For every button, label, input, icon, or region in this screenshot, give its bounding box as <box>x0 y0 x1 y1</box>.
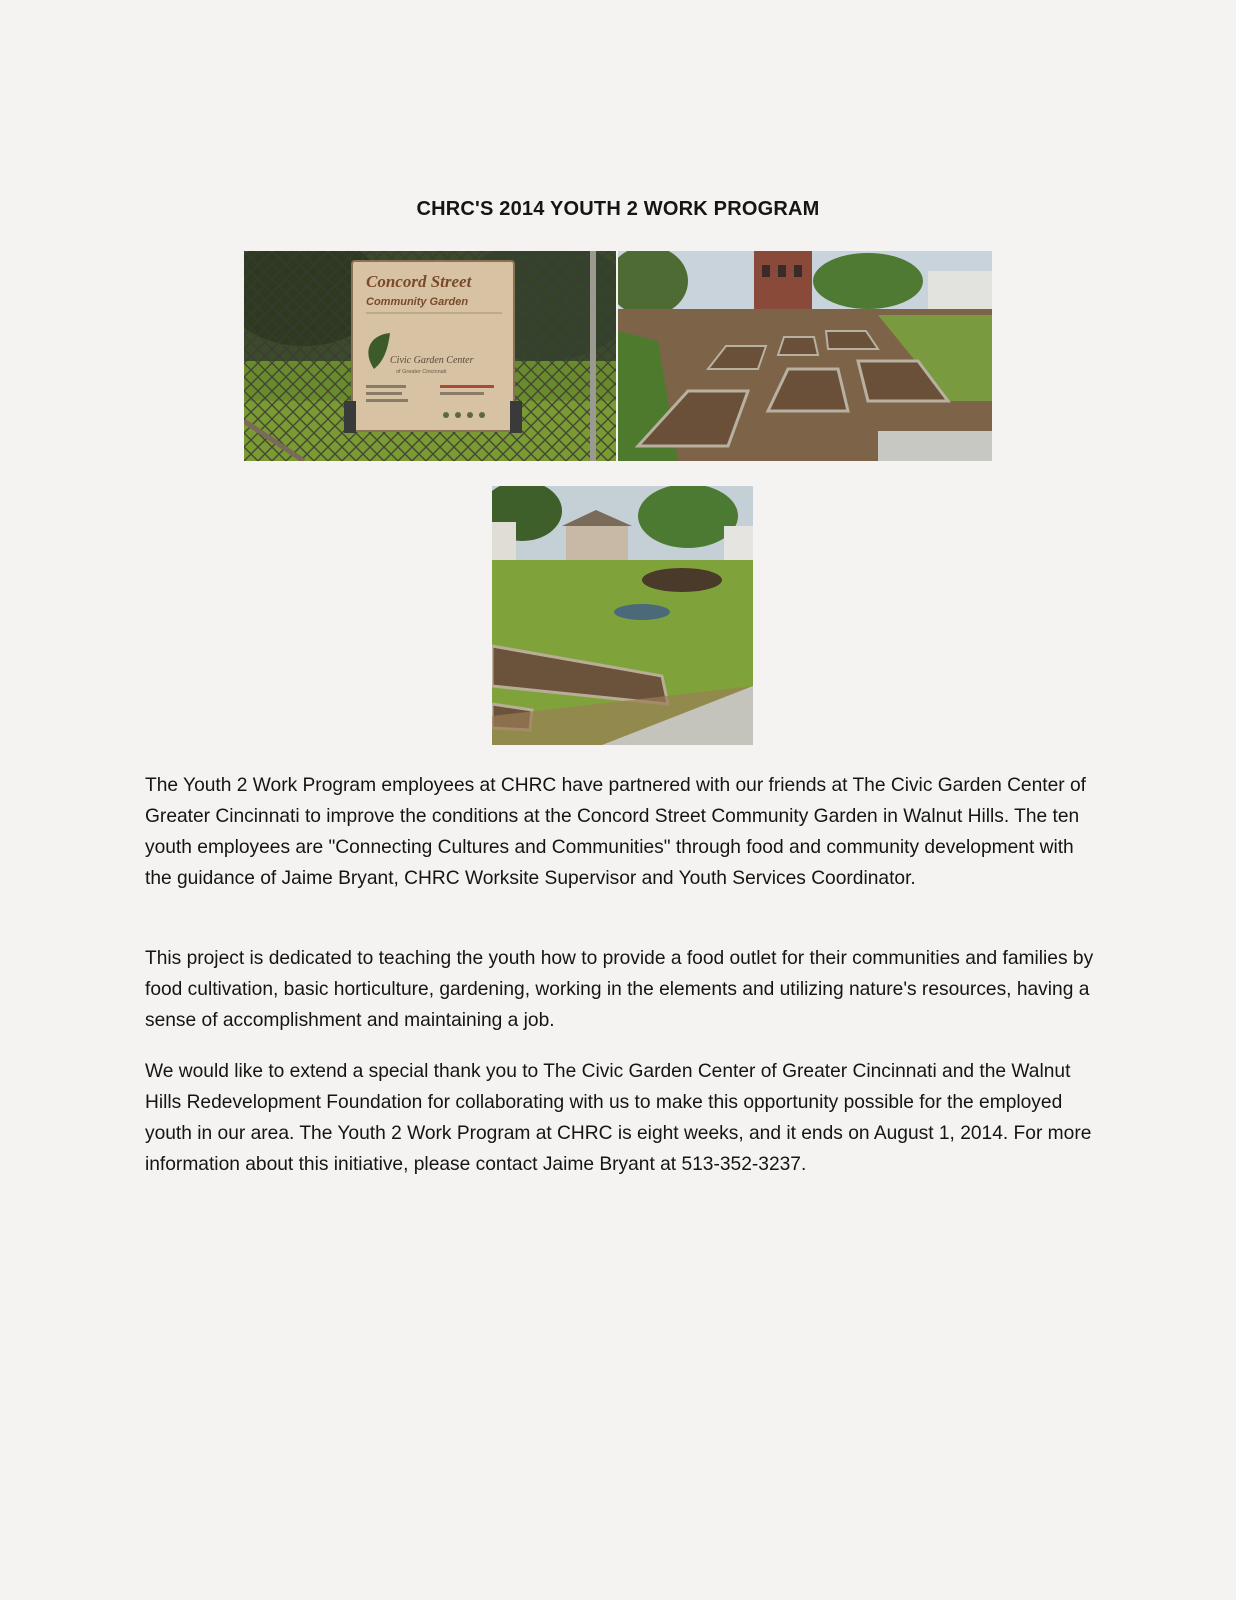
sign-line-3: Civic Garden Center <box>390 355 474 366</box>
paragraph-project: This project is dedicated to teaching the youth how to provide a food outlet for their communities and families by food cultivation, basic horticulture, gardening, working in the elements and utilizing nature's resources, having a sense of accomplishment and maintaining a job. <box>145 948 1094 1031</box>
raised-garden-beds-photo <box>618 251 992 461</box>
sign-line-1: Concord Street <box>366 272 472 291</box>
paragraph-thanks: We would like to extend a special thank you to The Civic Garden Center of Greater Cincinnati and the Walnut Hills Redevelopment Foundation for collaborating with us to make this opportunity possible for the employed youth in our area. The Youth 2 Work Program at CHRC is eight weeks, and it ends on August 1, 2014. For more information about this initiative, please contact Jaime Bryant at 513-352-3237. <box>145 1061 1092 1175</box>
vacant-lot-garden-photo <box>492 486 753 745</box>
concord-street-sign-photo <box>244 251 616 461</box>
sign-line-2: Community Garden <box>366 296 469 308</box>
sign-line-4: of Greater Cincinnati <box>396 369 447 375</box>
paragraph-partnership: The Youth 2 Work Program employees at CHRC have partnered with our friends at The Civic Garden Center of Greater Cincinnati to improve the conditions at the Concord Street Community Garden in Walnut Hills. The ten youth employees are "Connecting Cultures and Communities" through food and community development with the guidance of Jaime Bryant, CHRC Worksite Supervisor and Youth Services Coordinator. <box>145 775 1087 889</box>
garden-sign <box>352 261 514 431</box>
page-title: CHRC'S 2014 YOUTH 2 WORK PROGRAM <box>416 198 820 220</box>
